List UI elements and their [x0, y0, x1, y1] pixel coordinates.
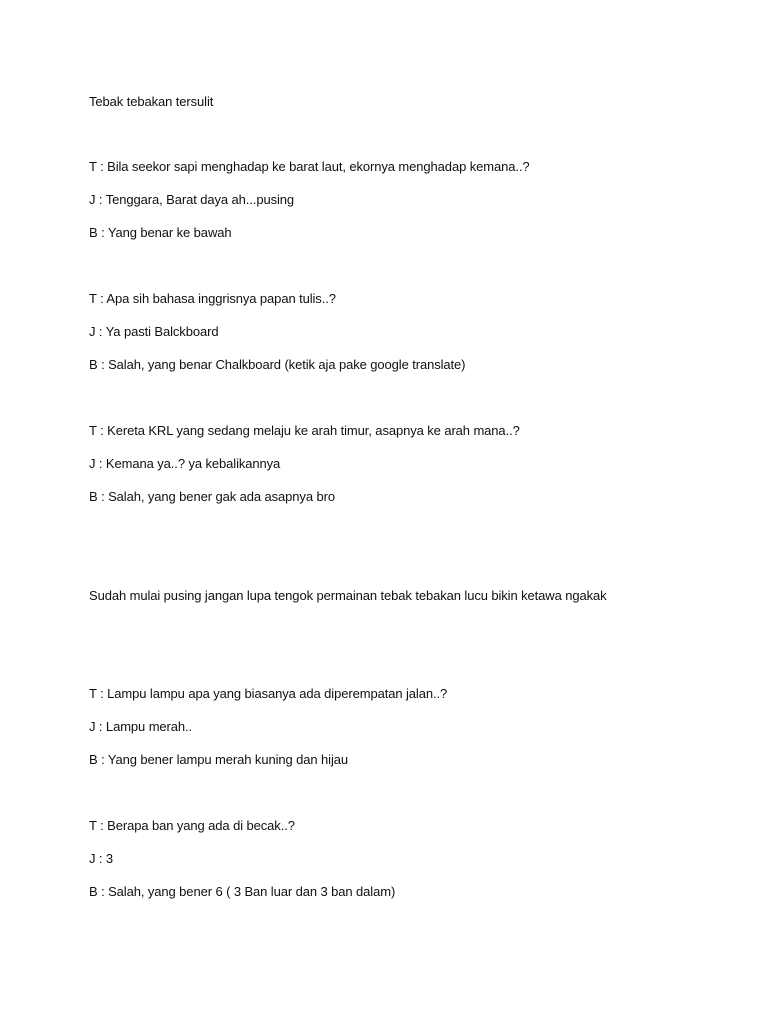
interlude-text: Sudah mulai pusing jangan lupa tengok permainan tebak tebakan lucu bikin ketawa ngakak: [89, 588, 607, 603]
riddle-correct-answer: B : Yang bener lampu merah kuning dan hijau: [89, 752, 349, 767]
riddle-correct-answer: B : Salah, yang benar Chalkboard (ketik aja pake google translate): [89, 357, 466, 372]
riddle-answer: J : Tenggara, Barat daya ah...pusing: [89, 192, 295, 207]
riddle-correct-answer: B : Salah, yang bener 6 ( 3 Ban luar dan 3 ban dalam): [89, 884, 396, 899]
riddle-question: T : Berapa ban yang ada di becak..?: [89, 818, 295, 833]
riddle-answer: J : Lampu merah..: [89, 719, 193, 734]
document-title: Tebak tebakan tersulit: [89, 94, 214, 109]
riddle-question: T : Apa sih bahasa inggrisnya papan tulis..?: [89, 291, 336, 306]
riddle-question: T : Lampu lampu apa yang biasanya ada diperempatan jalan..?: [89, 686, 448, 701]
riddle-answer: J : 3: [89, 851, 114, 866]
riddle-correct-answer: B : Yang benar ke bawah: [89, 225, 232, 240]
riddle-question: T : Bila seekor sapi menghadap ke barat laut, ekornya menghadap kemana..?: [89, 159, 530, 174]
riddle-answer: J : Ya pasti Balckboard: [89, 324, 219, 339]
riddle-answer: J : Kemana ya..? ya kebalikannya: [89, 456, 281, 471]
riddle-correct-answer: B : Salah, yang bener gak ada asapnya bro: [89, 489, 335, 504]
riddle-question: T : Kereta KRL yang sedang melaju ke arah timur, asapnya ke arah mana..?: [89, 423, 520, 438]
